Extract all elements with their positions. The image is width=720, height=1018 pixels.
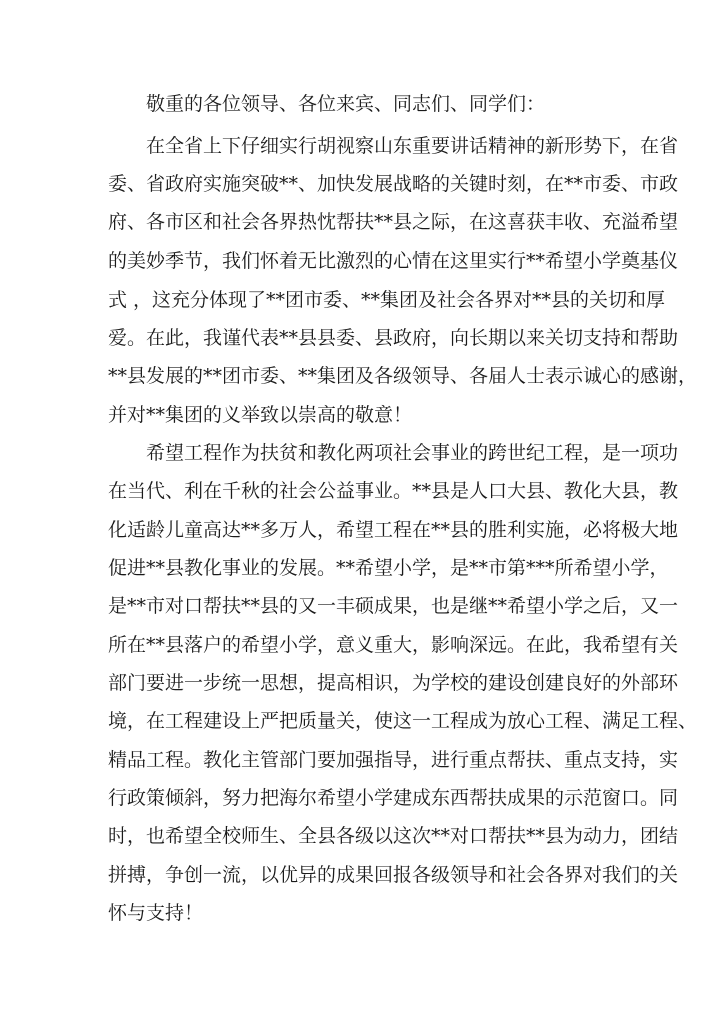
paragraph-2-line-8: 境，在工程建设上严把质量关，使这一工程成为放心工程、满足工程、 <box>108 710 698 732</box>
paragraph-1-line-2: 委、省政府实施突破**、加快发展战略的关键时刻，在**市委、市政 <box>108 173 679 195</box>
paragraph-2-line-11: 时，也希望全校师生、全县各级以这次**对口帮扶**县为动力，团结 <box>108 825 679 847</box>
paragraph-2-line-2: 在当代、利在千秋的社会公益事业。**县是人口大县、教化大县，教 <box>108 480 679 502</box>
paragraph-2-line-1: 希望工程作为扶贫和教化两项社会事业的跨世纪工程，是一项功 <box>146 442 679 464</box>
paragraph-2-line-7: 部门要进一步统一思想，提高相识，为学校的建设创建良好的外部环 <box>108 672 679 694</box>
salutation: 敬重的各位领导、各位来宾、同志们、同学们： <box>146 93 546 115</box>
paragraph-1-line-6: 爱。在此，我谨代表**县县委、县政府，向长期以来关切支持和帮助 <box>108 327 679 349</box>
paragraph-1-line-1: 在全省上下仔细实行胡视察山东重要讲话精神的新形势下，在省 <box>146 135 679 157</box>
paragraph-2-line-3: 化适龄儿童高达**多万人，希望工程在**县的胜利实施，必将极大地 <box>108 519 679 541</box>
paragraph-2-line-9: 精品工程。教化主管部门要加强指导，进行重点帮扶、重点支持，实 <box>108 749 679 771</box>
paragraph-2-line-13: 怀与支持！ <box>108 902 204 924</box>
paragraph-2-line-4: 促进**县教化事业的发展。**希望小学，是**市第***所希望小学， <box>108 557 669 579</box>
paragraph-2-line-10: 行政策倾斜，努力把海尔希望小学建成东西帮扶成果的示范窗口。同 <box>108 787 679 809</box>
paragraph-1-line-8: 并对**集团的义举致以崇高的敬意！ <box>108 404 413 426</box>
paragraph-1-line-3: 府、各市区和社会各界热忱帮扶**县之际，在这喜获丰收、充溢希望 <box>108 211 679 233</box>
paragraph-1-line-7: **县发展的**团市委、**集团及各级领导、各届人士表示诚心的感谢， <box>108 365 698 387</box>
paragraph-1-line-5: 式 ，这充分体现了**团市委、**集团及社会各界对**县的关切和厚 <box>108 289 666 311</box>
paragraph-1-line-4: 的美妙季节，我们怀着无比激烈的心情在这里实行**希望小学奠基仪 <box>108 250 679 272</box>
paragraph-2-line-12: 拼搏，争创一流，以优异的成果回报各级领导和社会各界对我们的关 <box>108 864 679 886</box>
paragraph-2-line-6: 所在**县落户的希望小学，意义重大，影响深远。在此，我希望有关 <box>108 634 679 656</box>
paragraph-2-line-5: 是**市对口帮扶**县的又一丰硕成果，也是继**希望小学之后，又一 <box>108 595 679 617</box>
